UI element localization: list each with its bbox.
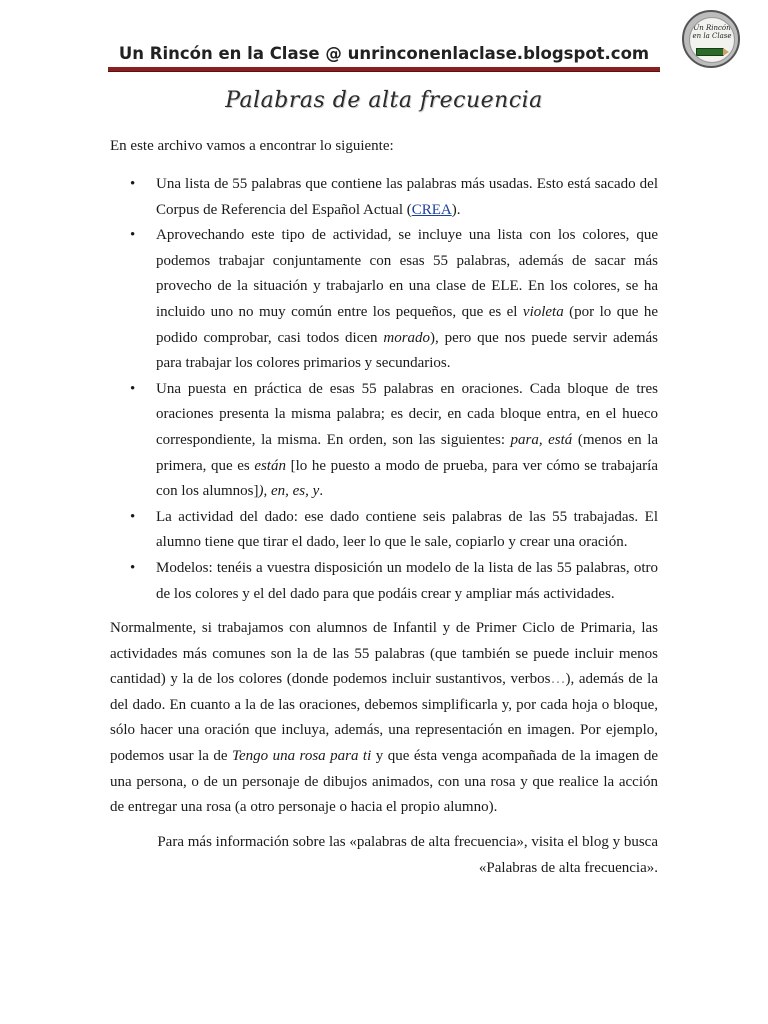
bullet-icon: • <box>130 227 136 244</box>
bullet-icon: • <box>130 380 136 397</box>
closing-paragraph: Para más información sobre las «palabras de alta frecuencia», visita el blog y busca «Palabras de alta frecuencia». <box>157 834 658 876</box>
list-item: • Una lista de 55 palabras que contiene las palabras más usadas. Esto está sacado del Corpus de Referencia del Español Actual (CREA). <box>110 172 658 223</box>
header-divider <box>108 67 660 72</box>
bullet-icon: • <box>130 508 136 525</box>
list-item: • Aprovechando este tipo de actividad, se incluye una lista con los colores, que podemos trabajar conjuntamente con esas 55 palabras, además de sacar más provecho de la situación y trabajarlo en una clase de ELE. En los colores, se ha incluido uno no muy común entre los pequeños, que es el violeta (por lo que he podido comprobar, casi todos dicen morado), pero que nos puede servir además para trabajar los colores primarios y secundarios. <box>110 223 658 377</box>
document-title: Palabras de alta frecuencia <box>225 88 543 113</box>
list-item: • Una puesta en práctica de esas 55 palabras en oraciones. Cada bloque de tres oraciones presenta la misma palabra; es decir, en cada bloque entra, en el hueco correspondiente, la misma. En orden, son las siguientes: para, está (menos en la primera, que es están [lo he puesto a modo de prueba, para ver cómo se trabajaría con los alumnos]), en, es, y. <box>110 377 658 505</box>
bullet-list <box>110 172 658 607</box>
pencil-icon <box>696 48 724 56</box>
logo-text: Un Rincón en la Clase <box>692 24 732 40</box>
list-item: • Modelos: tenéis a vuestra disposición un modelo de la lista de las 55 palabras, otro de los colores y el del dado para que podáis crear y ampliar más actividades. <box>110 556 658 607</box>
crea-link[interactable]: CREA <box>411 201 452 218</box>
header-title: Un Rincón en la Clase @ unrinconenlaclase.blogspot.com <box>118 44 650 63</box>
bullet-icon: • <box>130 559 136 576</box>
intro-text: En este archivo vamos a encontrar lo siguiente: <box>110 138 394 154</box>
body-paragraph: Normalmente, si trabajamos con alumnos de Infantil y de Primer Ciclo de Primaria, las actividades más comunes son la de las 55 palabras (que también se puede incluir menos cantidad) y la de los colores (donde podemos incluir sustantivos, verbos…), además de la del dado. En cuanto a la de las oraciones, debemos simplificarla y, por cada hoja o bloque, sólo hacer una oración que incluya, además, una representación en imagen. Por ejemplo, podemos usar la de Tengo una rosa para ti y que ésta venga acompañada de la imagen de una persona, o de un personaje de dibujos animados, con una rosa y que realice la acción de entregar una rosa (a otro personaje o hacia el propio alumno). <box>110 620 658 816</box>
list-item: • La actividad del dado: ese dado contiene seis palabras de las 55 trabajadas. El alumno tiene que tirar el dado, leer lo que le sale, copiarlo y crear una oración. <box>110 505 658 556</box>
logo <box>682 10 740 68</box>
bullet-icon: • <box>130 176 136 192</box>
